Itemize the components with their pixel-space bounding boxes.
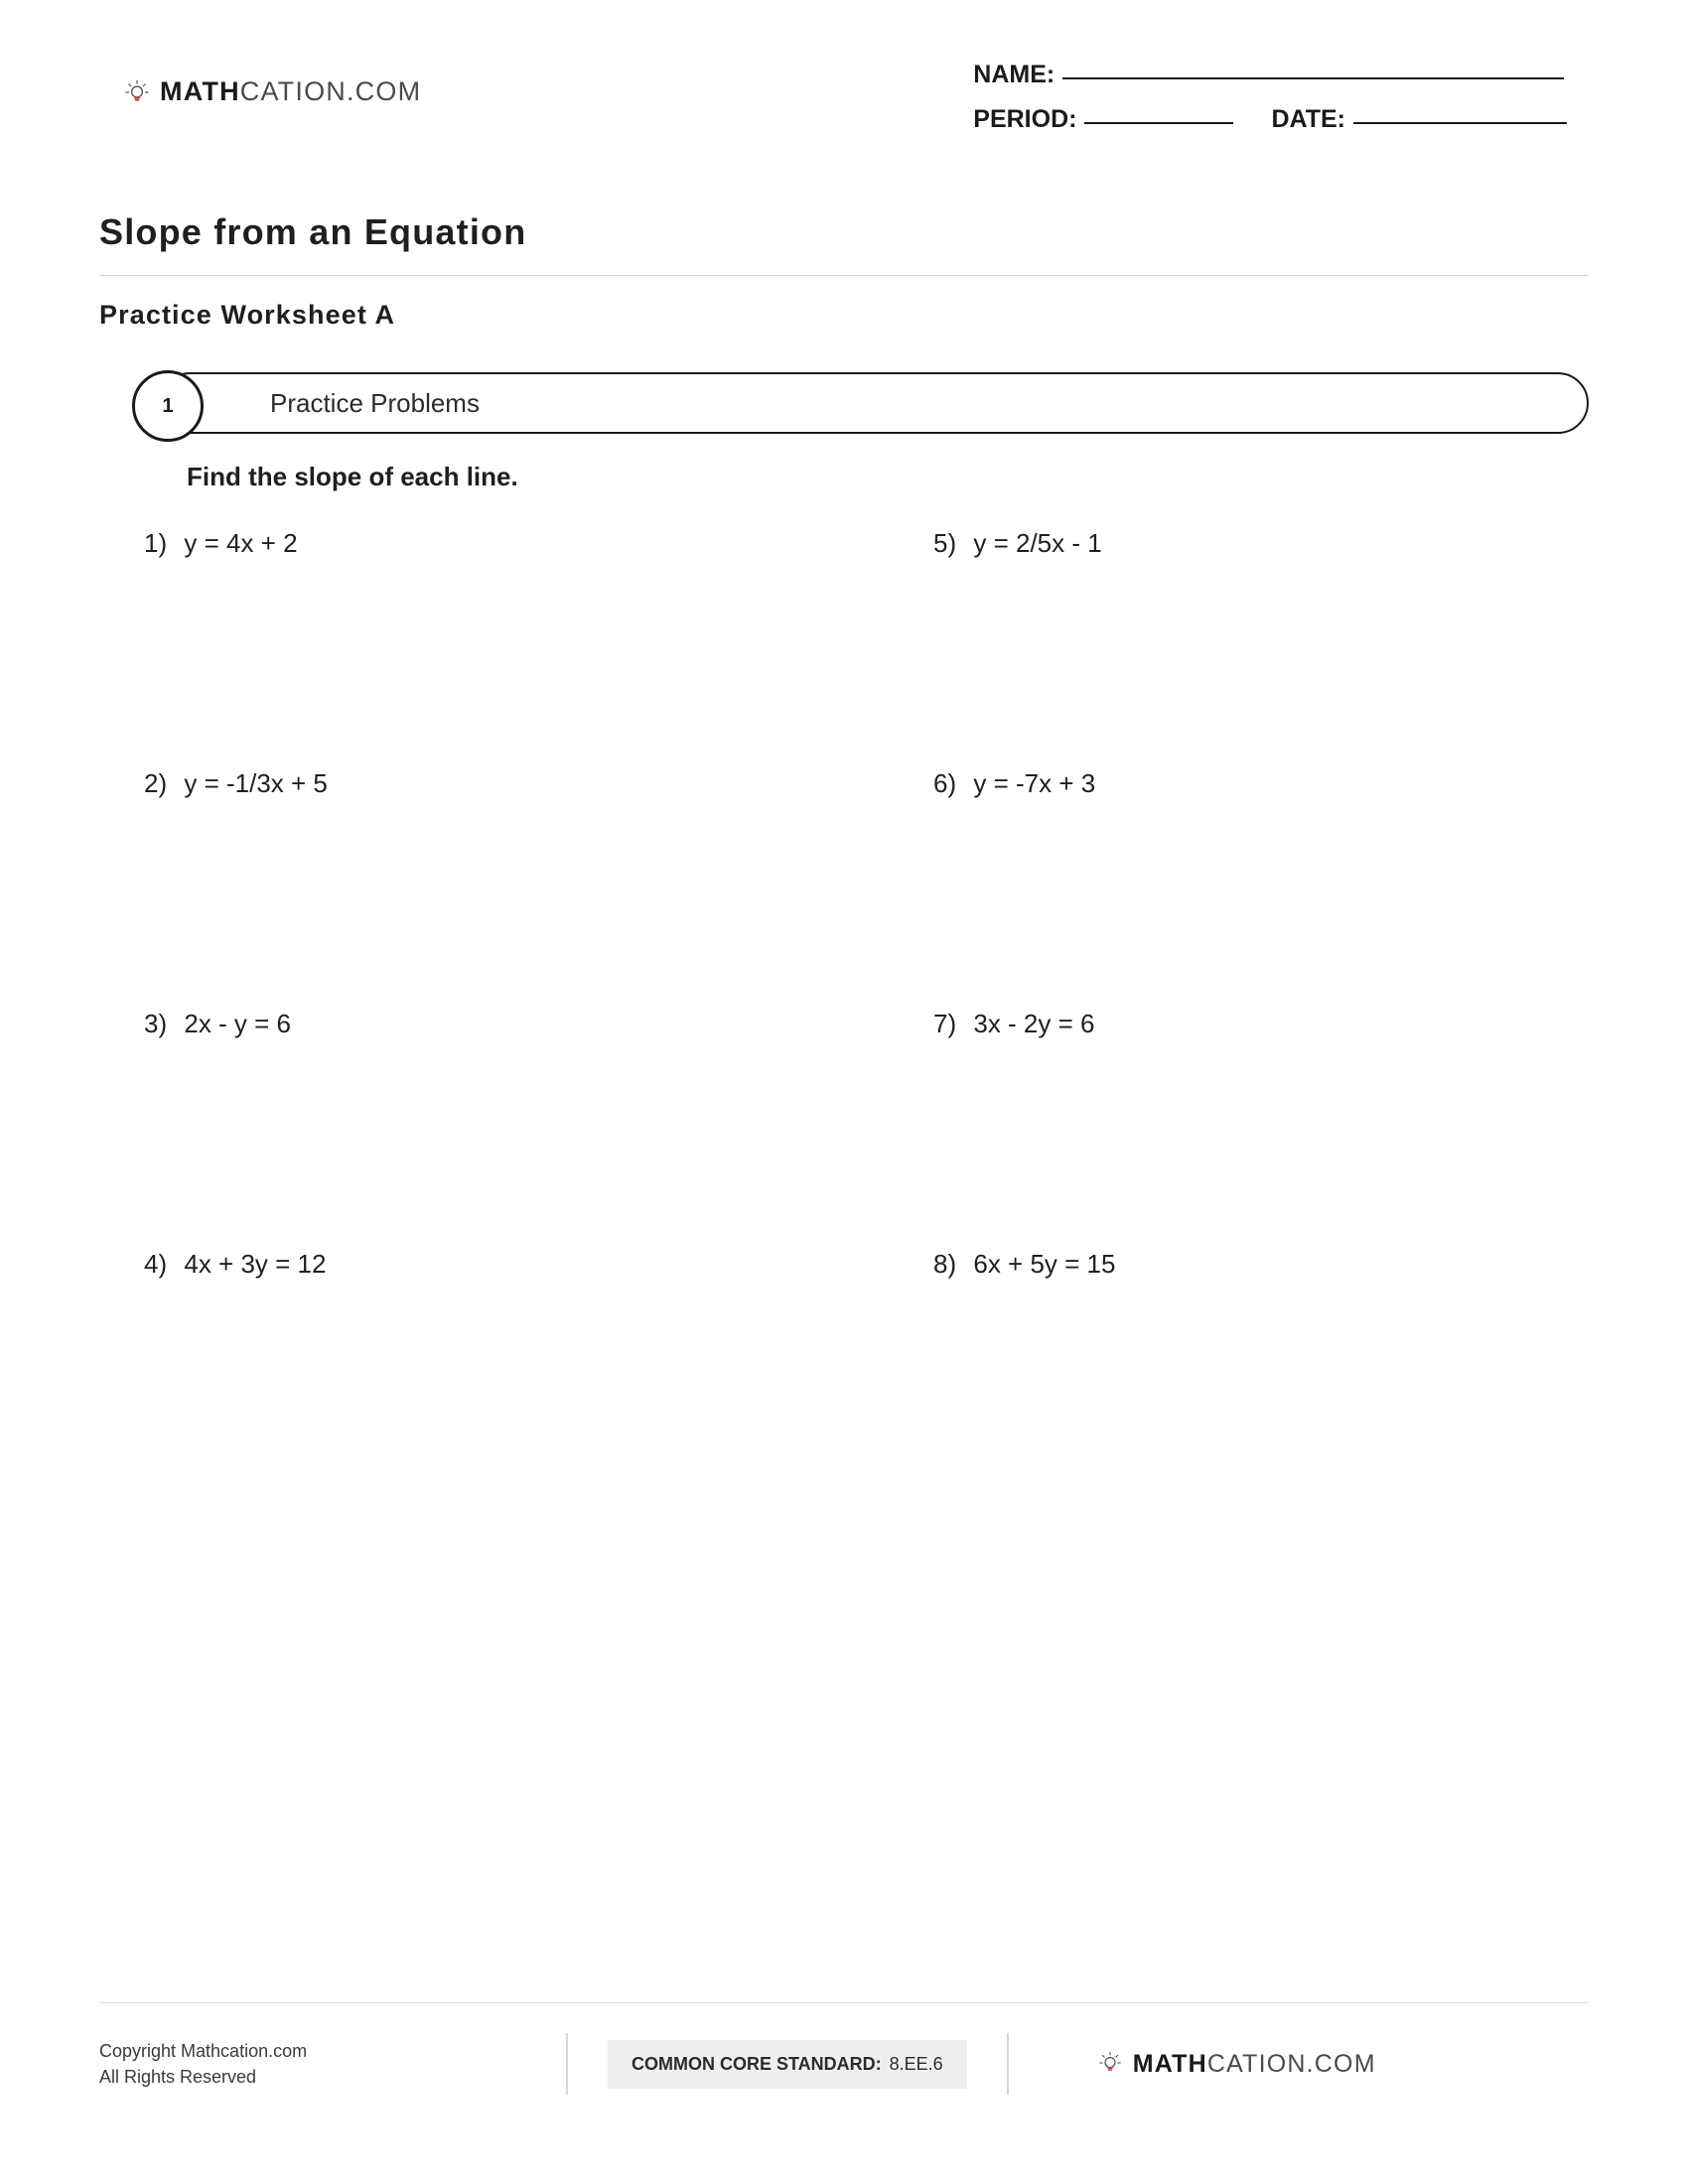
- problem-item: [144, 1249, 779, 1489]
- brand-name-bold: MATH: [1132, 2049, 1207, 2078]
- brand-name-light: CATION.COM: [239, 76, 422, 106]
- period-label: PERIOD:: [973, 105, 1077, 133]
- page-title: Slope from an Equation: [99, 211, 527, 252]
- problem-item: [144, 1009, 779, 1249]
- name-row: [973, 61, 1567, 89]
- problem-number: 5): [933, 528, 957, 558]
- problem-item: [933, 768, 1569, 1009]
- problem-number: 1): [144, 528, 168, 558]
- problem-expression: 3x - 2y = 6: [973, 1009, 1095, 1038]
- student-info-block: [973, 55, 1567, 150]
- problem-item: [144, 768, 779, 1009]
- common-core-code: 8.EE.6: [889, 2053, 943, 2074]
- brand-name-bold: MATH: [160, 76, 240, 106]
- problems-column-right: [933, 528, 1569, 1489]
- brand-name-light: CATION.COM: [1206, 2049, 1376, 2078]
- problems-column-left: [144, 528, 779, 1489]
- problem-number: 2): [144, 768, 168, 798]
- problem-expression: y = -7x + 3: [973, 768, 1096, 798]
- section-header: [99, 372, 1589, 434]
- section-pill: [159, 372, 1589, 434]
- lightbulb-icon: [124, 79, 150, 105]
- copyright-line-1: Copyright Mathcation.com: [99, 2040, 308, 2061]
- brand-wordmark: [160, 76, 421, 107]
- period-input-line[interactable]: [1084, 121, 1233, 124]
- problem-expression: 6x + 5y = 15: [973, 1249, 1116, 1279]
- title-divider: [99, 275, 1589, 276]
- period-date-row: [973, 105, 1567, 134]
- problem-expression: y = 4x + 2: [184, 528, 298, 558]
- name-input-line[interactable]: [1062, 76, 1564, 79]
- page-subtitle: Practice Worksheet A: [99, 300, 396, 330]
- date-input-line[interactable]: [1353, 121, 1567, 124]
- common-core-badge: [608, 2040, 967, 2089]
- problems-area: [99, 528, 1589, 1600]
- problem-item: [933, 528, 1569, 768]
- section-label: Practice Problems: [270, 387, 480, 418]
- problem-number: 6): [933, 768, 957, 798]
- problem-item: [144, 528, 779, 768]
- problem-expression: y = 2/5x - 1: [973, 528, 1102, 558]
- name-label: NAME:: [973, 61, 1055, 88]
- lightbulb-icon: [1098, 2051, 1124, 2077]
- footer-content: [99, 2029, 1589, 2099]
- problem-number: 4): [144, 1249, 168, 1279]
- footer-divider-right: [1007, 2033, 1009, 2095]
- footer-brand-wordmark: [1133, 2050, 1376, 2079]
- footer-brand-logo: [1098, 2050, 1376, 2079]
- brand-logo: [124, 76, 421, 107]
- problem-number: 3): [144, 1009, 168, 1038]
- problem-number: 7): [933, 1009, 957, 1038]
- date-label: DATE:: [1271, 105, 1345, 133]
- common-core-label: COMMON CORE STANDARD:: [632, 2053, 882, 2074]
- page-header: [99, 0, 1589, 150]
- page-footer: [99, 2002, 1589, 2099]
- problem-expression: 2x - y = 6: [184, 1009, 292, 1038]
- problem-item: [933, 1009, 1569, 1249]
- problem-item: [933, 1249, 1569, 1489]
- section-number-badge: 1: [132, 370, 204, 442]
- problem-expression: y = -1/3x + 5: [184, 768, 328, 798]
- instructions-text: Find the slope of each line.: [187, 462, 518, 491]
- footer-divider-left: [566, 2033, 568, 2095]
- problem-number: 8): [933, 1249, 957, 1279]
- copyright-block: [99, 2038, 566, 2090]
- problem-expression: 4x + 3y = 12: [184, 1249, 327, 1279]
- footer-divider: [99, 2002, 1589, 2003]
- copyright-line-2: All Rights Reserved: [99, 2067, 257, 2087]
